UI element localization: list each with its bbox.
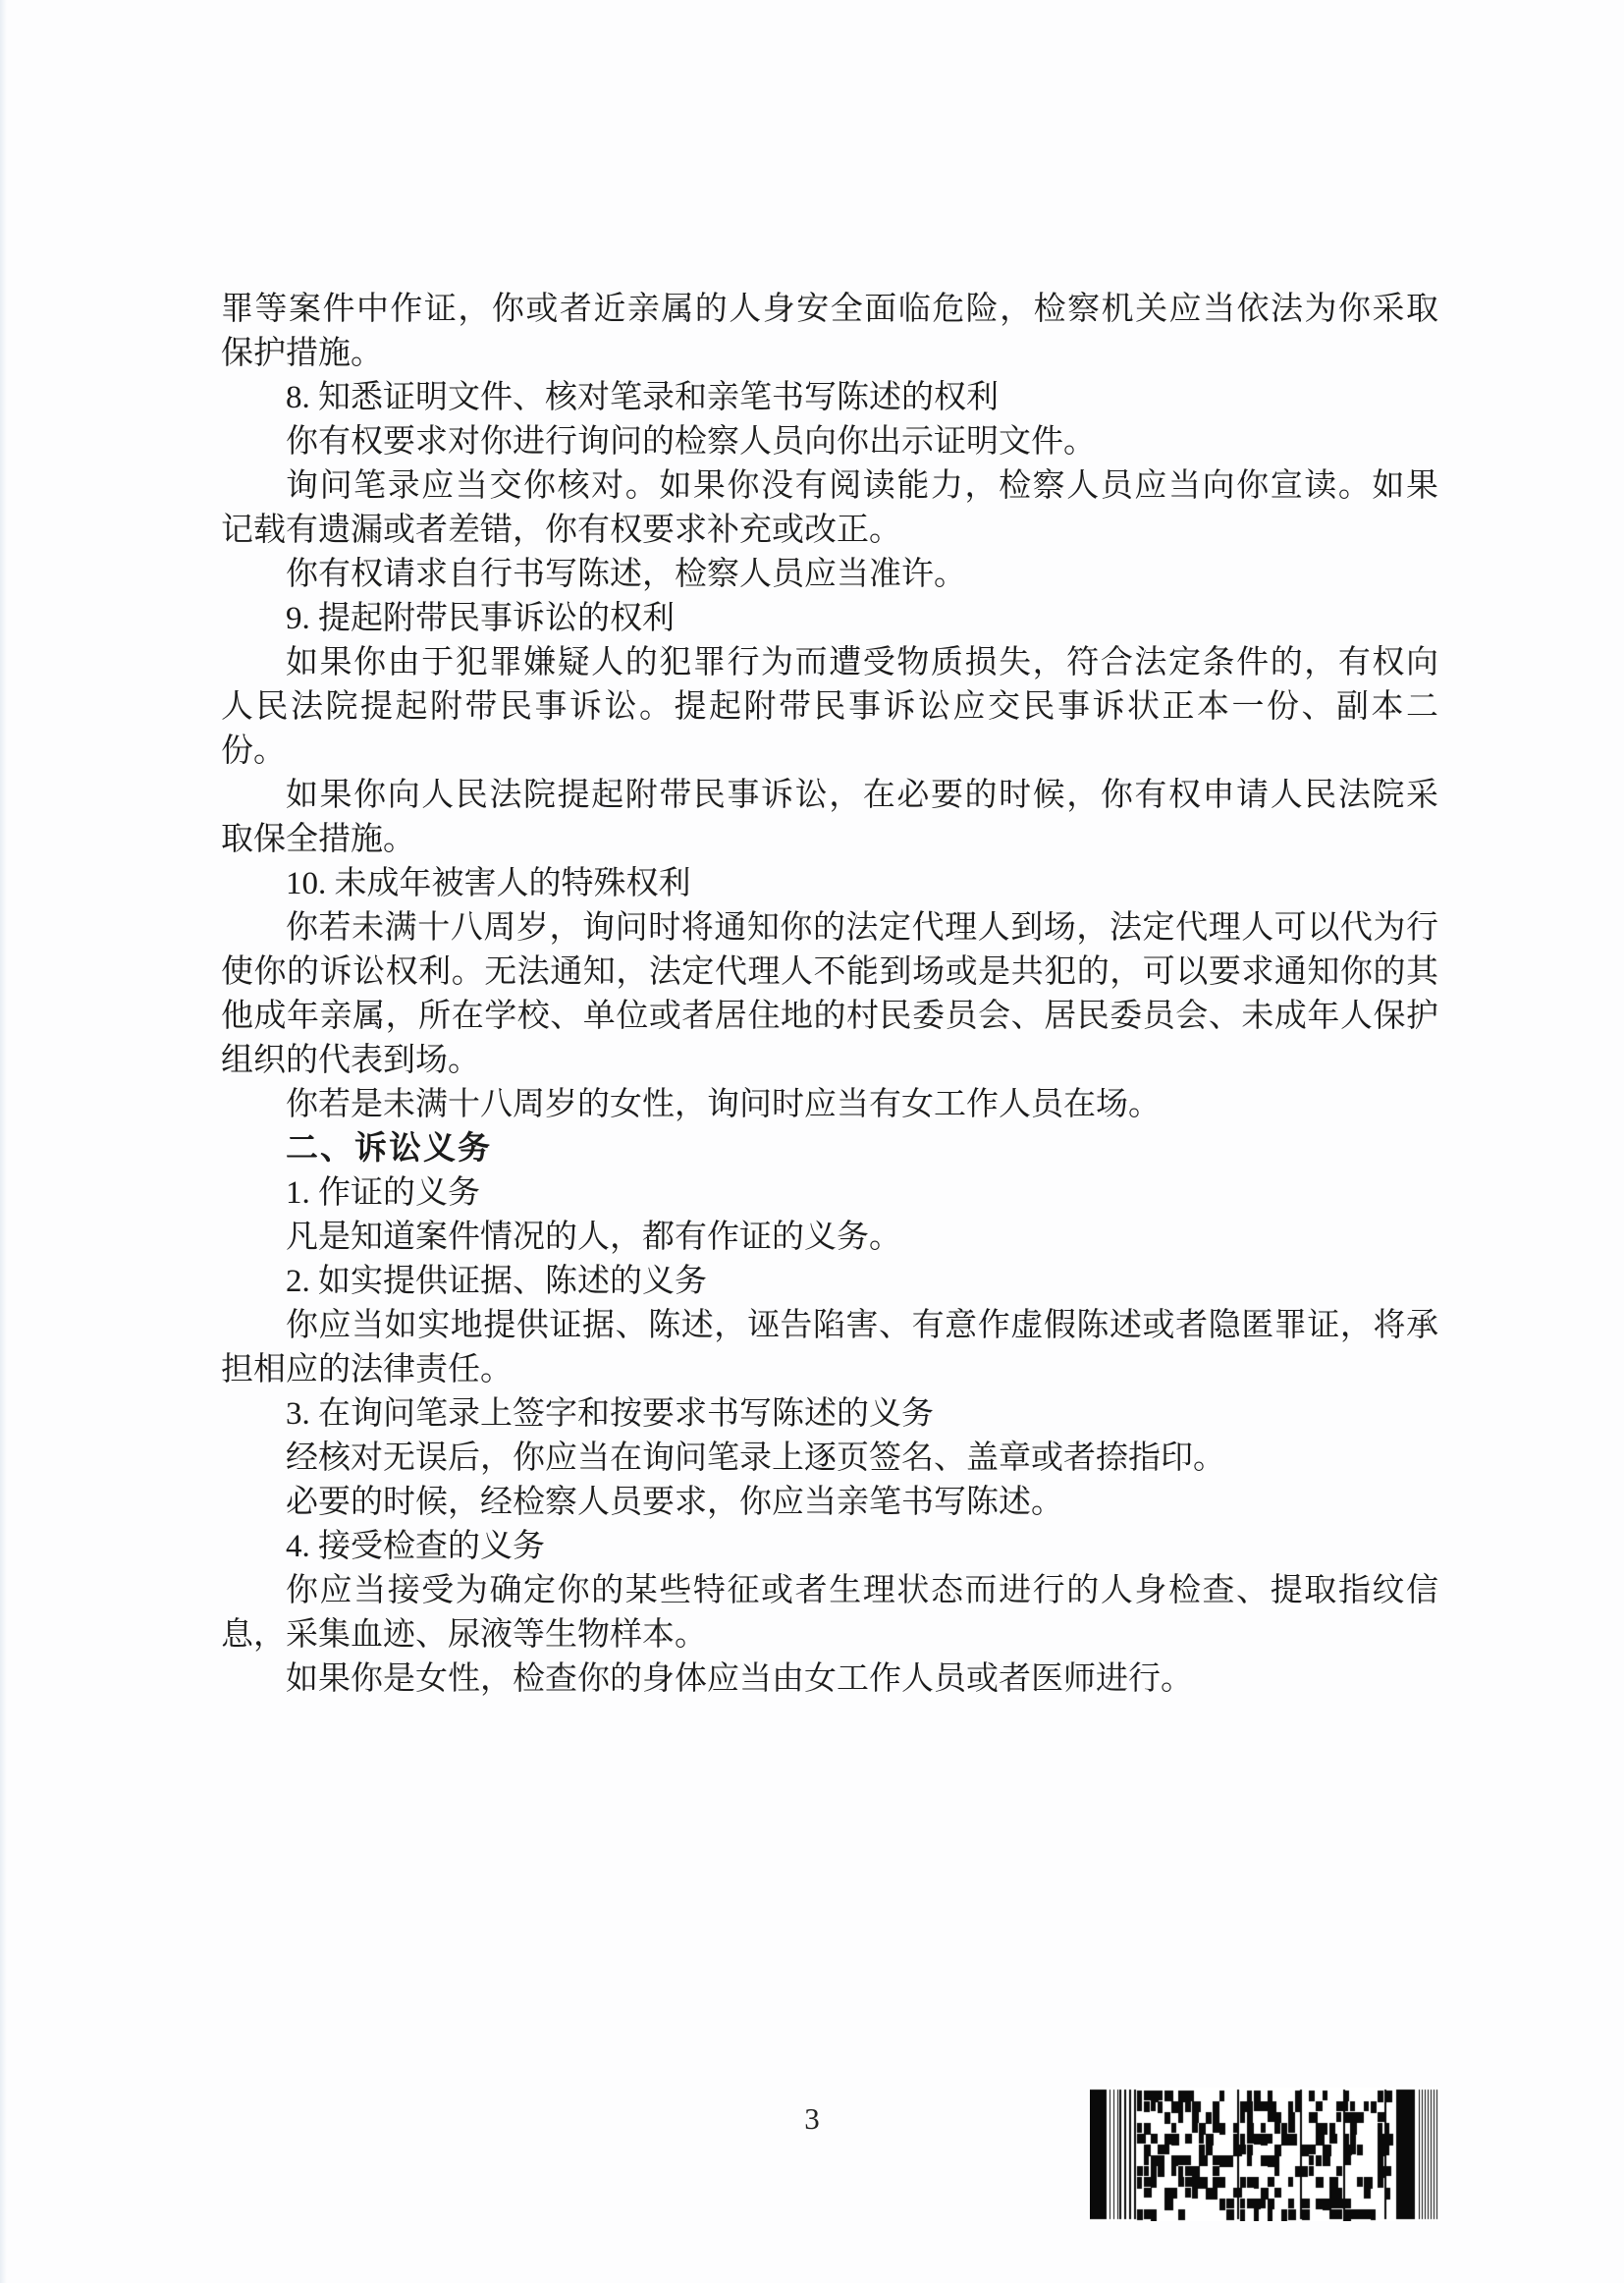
text-line: 4. 接受检查的义务 xyxy=(286,1529,545,1564)
text-line: 1. 作证的义务 xyxy=(286,1175,480,1211)
text-line: 使你的诉讼权利。无法通知，法定代理人不能到场或是共犯的，可以要求通知你的其 xyxy=(221,954,1438,990)
text-line: 息，采集血迹、尿液等生物样本。 xyxy=(221,1617,707,1653)
text-line: 如果你由于犯罪嫌疑人的犯罪行为而遭受物质损失，符合法定条件的，有权向 xyxy=(286,645,1438,680)
text-line: 他成年亲属，所在学校、单位或者居住地的村民委员会、居民委员会、未成年人保护 xyxy=(221,999,1438,1034)
text-line: 10. 未成年被害人的特殊权利 xyxy=(286,866,691,901)
text-line: 人民法院提起附带民事诉讼。提起附带民事诉讼应交民事诉状正本一份、副本二 xyxy=(221,689,1438,725)
text-line: 你应当接受为确定你的某些特征或者生理状态而进行的人身检查、提取指纹信 xyxy=(286,1573,1438,1608)
text-line: 你有权请求自行书写陈述，检察人员应当准许。 xyxy=(286,557,966,592)
barcode-2d xyxy=(1090,2088,1439,2221)
text-line: 你若是未满十八周岁的女性，询问时应当有女工作人员在场。 xyxy=(286,1087,1161,1122)
text-line: 担相应的法律责任。 xyxy=(221,1352,513,1387)
text-line: 9. 提起附带民事诉讼的权利 xyxy=(286,601,675,636)
text-line: 取保全措施。 xyxy=(221,822,415,857)
text-line: 8. 知悉证明文件、核对笔录和亲笔书写陈述的权利 xyxy=(286,380,999,415)
text-line: 罪等案件中作证，你或者近亲属的人身安全面临危险，检察机关应当依法为你采取 xyxy=(221,292,1438,327)
text-line: 你应当如实地提供证据、陈述，诬告陷害、有意作虚假陈述或者隐匿罪证，将承 xyxy=(286,1308,1438,1343)
text-line: 你若未满十八周岁，询问时将通知你的法定代理人到场，法定代理人可以代为行 xyxy=(286,910,1438,946)
page-number: 3 xyxy=(804,2101,820,2136)
text-line: 3. 在询问笔录上签字和按要求书写陈述的义务 xyxy=(286,1396,934,1432)
text-line: 凡是知道案件情况的人，都有作证的义务。 xyxy=(286,1220,901,1255)
text-line: 如果你是女性，检查你的身体应当由女工作人员或者医师进行。 xyxy=(286,1661,1193,1697)
scan-edge xyxy=(0,0,7,2283)
text-line: 你有权要求对你进行询问的检察人员向你出示证明文件。 xyxy=(286,424,1096,460)
text-line: 询问笔录应当交你核对。如果你没有阅读能力，检察人员应当向你宣读。如果 xyxy=(286,468,1438,504)
text-line: 如果你向人民法院提起附带民事诉讼，在必要的时候，你有权申请人民法院采 xyxy=(286,778,1438,813)
section-heading: 二、诉讼义务 xyxy=(286,1131,492,1167)
text-line: 经核对无误后，你应当在询问笔录上逐页签名、盖章或者捺指印。 xyxy=(286,1440,1225,1476)
document-text xyxy=(221,288,1438,1702)
text-line: 记载有遗漏或者差错，你有权要求补充或改正。 xyxy=(221,513,901,548)
text-line: 组织的代表到场。 xyxy=(221,1043,480,1078)
text-line: 2. 如实提供证据、陈述的义务 xyxy=(286,1264,707,1299)
text-line: 份。 xyxy=(221,734,286,769)
text-line: 必要的时候，经检察人员要求，你应当亲笔书写陈述。 xyxy=(286,1485,1063,1520)
text-line: 保护措施。 xyxy=(221,336,383,371)
